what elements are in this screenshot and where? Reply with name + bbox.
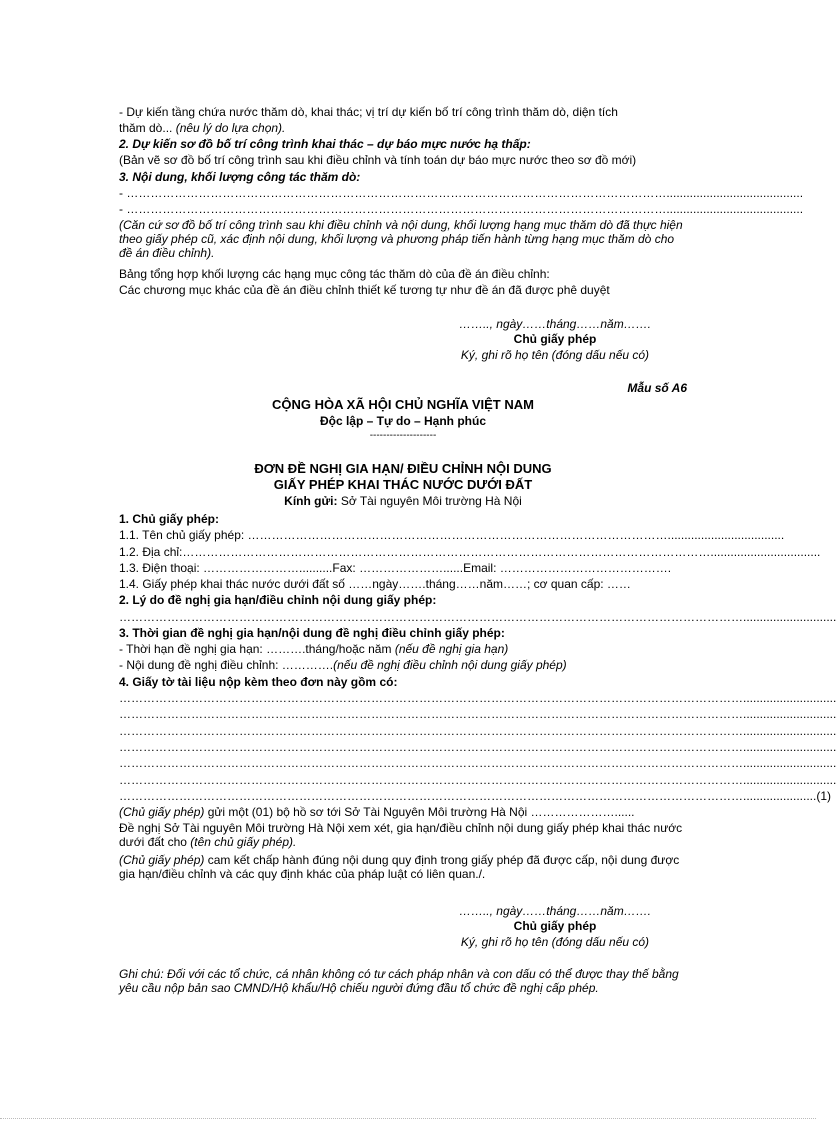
paragraph-other-chapters: Các chương mục khác của đề án điều chỉnh thiết kế tương tự như đề án đã được phê duyệt	[119, 283, 610, 297]
signature-title: Chủ giấy phép	[513, 332, 597, 346]
section-2-heading: 2. Lý do đề nghị gia hạn/điều chỉnh nội dung giấy phép:	[119, 593, 437, 607]
dotted-line: …………………………………………………………………………………………………………………………………………............................	[119, 740, 836, 754]
page-edge	[0, 1118, 816, 1119]
heading-layout-forecast: 2. Dự kiến sơ đồ bố trí công trình khai thác – dự báo mực nước hạ thấp:	[119, 137, 531, 151]
paragraph-aquifer: - Dự kiến tầng chứa nước thăm dò, khai thác; vị trí dự kiến bố trí công trình thăm dò, diện tích	[119, 105, 618, 119]
section-1-heading: 1. Chủ giấy phép:	[119, 512, 220, 526]
paragraph-commitment: (Chủ giấy phép) cam kết chấp hành đúng nội dung quy định trong giấy phép đã được cấp, nội dung được gia hạn/điều chỉnh và các quy định khác của pháp luật có liên quan./.	[119, 853, 680, 881]
dotted-line: …………………………………………………………………………………………………………………………………………............................	[119, 610, 836, 624]
motto: Độc lập – Tự do – Hạnh phúc	[319, 414, 487, 428]
dotted-line: …………………………………………………………………………………………………………………………………………............................	[119, 756, 836, 770]
form-number: Mẫu số A6	[627, 381, 687, 395]
form-title-line2: GIẤY PHÉP KHAI THÁC NƯỚC DƯỚI ĐẤT	[273, 477, 533, 492]
field-address: 1.2. Địa chỉ:…………………………………………………………………………………………………………………….................................	[119, 545, 821, 559]
italic-note: (Căn cứ sơ đồ bố trí công trình sau khi điều chỉnh và nội dung, khối lượng hạng mục thăm dò đã thực hiện theo giấy phép cũ, xác định nội dung, khối lượng và phương pháp tiến hành từng hạng mục thăm dò cho đề án điều chỉnh).	[119, 218, 683, 260]
signature-date: …….., ngày……tháng……năm…….	[458, 904, 652, 918]
dotted-line: …………………………………………………………………………………………………………………………………………............................	[119, 773, 836, 787]
field-adjustment-content: - Nội dung đề nghị điều chỉnh: ………….(nếu đề nghị điều chỉnh nội dung giấy phép)	[119, 658, 567, 672]
paragraph-submission: (Chủ giấy phép) gửi một (01) bộ hồ sơ tới Sở Tài Nguyên Môi trường Hà Nội …………………......	[119, 805, 635, 819]
form-title-line1: ĐƠN ĐỀ NGHỊ GIA HẠN/ ĐIỀU CHỈNH NỘI DUNG	[254, 461, 552, 476]
signature-note: Ký, ghi rõ họ tên (đóng dấu nếu có)	[460, 348, 650, 362]
nation-heading: CỘNG HÒA XÃ HỘI CHỦ NGHĨA VIỆT NAM	[272, 397, 534, 412]
field-license-number: 1.4. Giấy phép khai thác nước dưới đất số ……ngày…….tháng……năm……; cơ quan cấp: ……	[119, 577, 631, 591]
signature-note: Ký, ghi rõ họ tên (đóng dấu nếu có)	[460, 935, 650, 949]
paragraph-area: thăm dò... (nêu lý do lựa chọn).	[119, 121, 286, 135]
dotted-line: …………………………………………………………………………………………………………………………………………............................	[119, 691, 836, 705]
dotted-line: …………………………………………………………………………………………………………………………………………............................	[119, 724, 836, 738]
dotted-line-last: …………………………………………………………………………………………………………………………………………......................(1)	[119, 789, 832, 803]
paragraph-summary-table: Bảng tổng hợp khối lượng các hạng mục công tác thăm dò của đề án điều chỉnh:	[119, 267, 550, 281]
section-3-heading: 3. Thời gian đề nghị gia hạn/nội dung đề nghị điều chỉnh giấy phép:	[119, 626, 505, 640]
field-holder-name: 1.1. Tên chủ giấy phép: ……………………………………………………………………………………………...................................	[119, 528, 785, 542]
recipient: Kính gửi: Sở Tài nguyên Môi trường Hà Nội	[284, 494, 522, 508]
signature-date: …….., ngày……tháng……năm…….	[458, 317, 652, 331]
field-extension-period: - Thời hạn đề nghị gia hạn: ……….tháng/hoặc năm (nếu đề nghị gia hạn)	[119, 642, 509, 656]
section-4-heading: 4. Giấy tờ tài liệu nộp kèm theo đơn này gồm có:	[119, 675, 398, 689]
divider-rule: --------------------	[369, 430, 437, 441]
dotted-line: - ……………………………………………………………………………………………………………………….........................................	[119, 186, 804, 200]
paragraph-request: Đề nghị Sở Tài nguyên Môi trường Hà Nội xem xét, gia hạn/điều chỉnh nội dung giấy phép khai thác nước dưới đất cho (tên chủ giấy phép).	[119, 821, 683, 849]
paragraph-drawing: (Bản vẽ sơ đồ bố trí công trình sau khi điều chỉnh và tính toán dự báo mực nước theo sơ đồ mới)	[119, 153, 637, 167]
footnote: Ghi chú: Đối với các tổ chức, cá nhân không có tư cách pháp nhân và con dấu có thể được thay thế bằng yêu cầu nộp bản sao CMND/Hộ khẩu/Hộ chiếu người đứng đầu tổ chức đề nghị cấp phép.	[119, 967, 679, 995]
heading-exploration-content: 3. Nội dung, khối lượng công tác thăm dò:	[119, 170, 361, 184]
field-contacts: 1.3. Điện thoại: ……………………..........Fax: …………………......Email: …………………………………….	[119, 561, 672, 575]
signature-title: Chủ giấy phép	[513, 919, 597, 933]
dotted-line: …………………………………………………………………………………………………………………………………………............................	[119, 707, 836, 721]
dotted-line: - ……………………………………………………………………………………………………………………….........................................	[119, 202, 804, 216]
